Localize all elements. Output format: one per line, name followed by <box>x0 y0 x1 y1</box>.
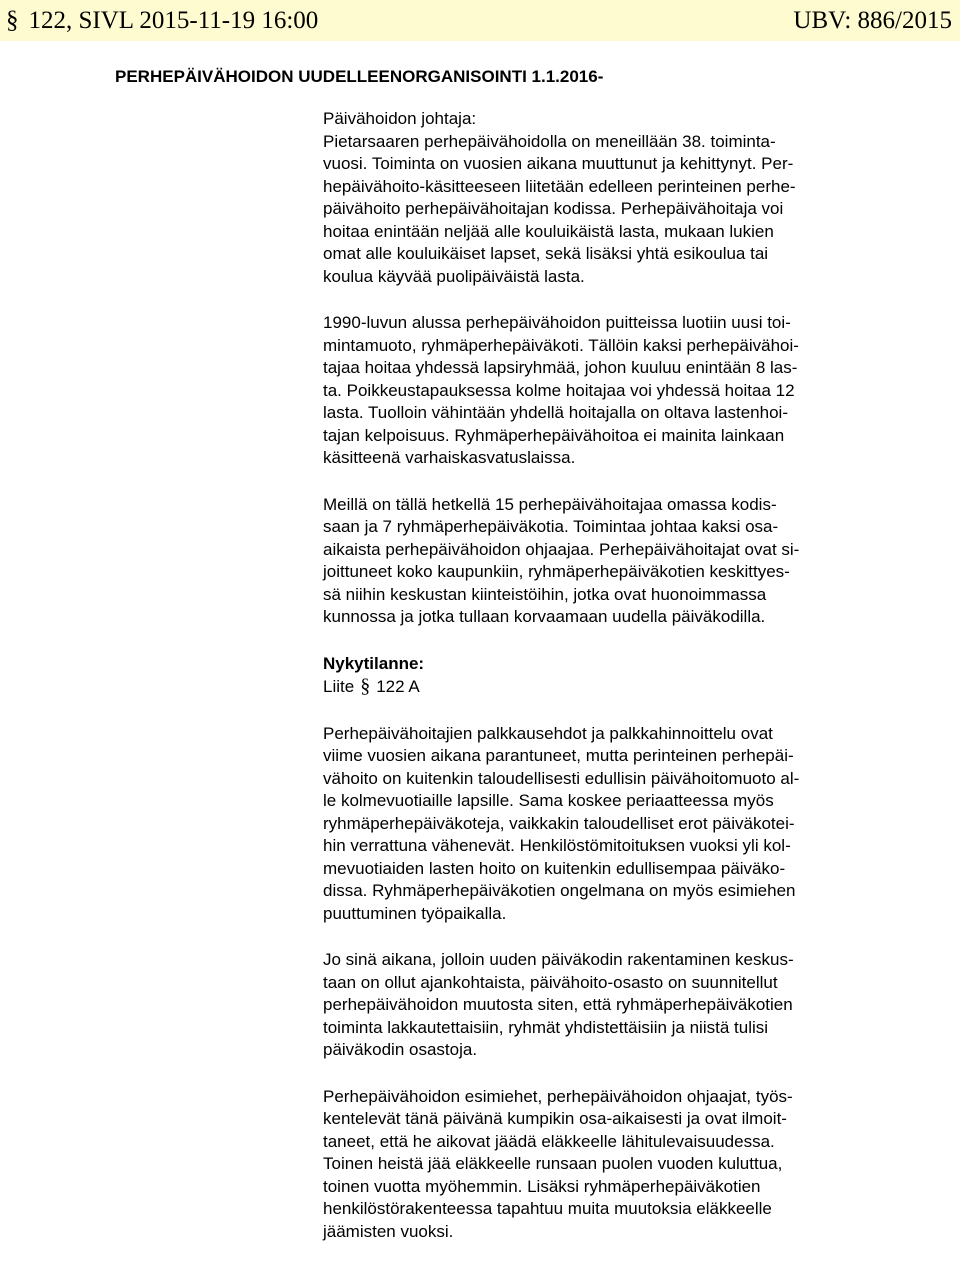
text-line: mintamuoto, ryhmäperhepäiväkoti. Tällöin kaksi perhepäivähoi- <box>323 335 799 355</box>
text-line: aikaista perhepäivähoidon ohjaajaa. Perhepäivähoitajat ovat si- <box>323 539 800 559</box>
text-line: Pietarsaaren perhepäivähoidolla on meneillään 38. toiminta- <box>323 131 776 151</box>
intro-label: Päivähoidon johtaja: <box>323 109 477 128</box>
text-line: kunnossa ja jotka tullaan korvaamaan uudella päiväkodilla. <box>323 607 766 626</box>
text-line: sä niihin keskustan kiinteistöihin, jotka ovat huonoimmassa <box>323 584 767 604</box>
text-line: dissa. Ryhmäperhepäiväkotien ongelmana on myös esimiehen <box>323 881 796 900</box>
text-line: Jo sinä aikana, jolloin uuden päiväkodin rakentaminen keskus- <box>323 950 794 969</box>
meeting-reference-text: 122, SIVL 2015-11-19 16:00 <box>28 7 319 34</box>
text-line: Toinen heistä jää eläkkeelle runsaan puolen vuoden kuluttua, <box>323 1154 783 1173</box>
document-number: UBV: 886/2015 <box>793 7 952 34</box>
text-line: henkilöstörakenteessa tapahtuu muita muutoksia eläkkeelle <box>323 1199 772 1218</box>
text-line: ta. Poikkeustapauksessa kolme hoitajaa voi yhdessä hoitaa 12 <box>323 380 795 400</box>
text-line: mevuotiaiden lasten hoito on kuitenkin edullisempaa päiväko- <box>323 858 786 878</box>
text-line: tajan kelpoisuus. Ryhmäperhepäivähoitoa ei mainita lainkaan <box>323 425 785 445</box>
text-line: Meillä on tällä hetkellä 15 perhepäivähoitajaa omassa kodis- <box>323 494 777 514</box>
attachment-number: 122 A <box>376 677 420 696</box>
text-line: hin verrattuna vähenevät. Henkilöstömitoituksen vuoksi yli kol- <box>323 836 791 855</box>
intro-paragraph <box>323 108 943 288</box>
text-line: päivähoito perhepäivähoitajan kodissa. Perhepäivähoitaja voi <box>323 199 784 218</box>
text-line: vuosi. Toiminta on vuosien aikana muuttunut ja kehittynyt. Per- <box>323 154 794 173</box>
document-title: PERHEPÄIVÄHOIDON UUDELLEENORGANISOINTI 1.1.2016- <box>115 67 604 86</box>
text-line: toinen vuotta myöhemmin. Lisäksi ryhmäperhepäiväkotien <box>323 1176 761 1196</box>
attachment-prefix: Liite <box>323 677 355 696</box>
text-line: Perhepäivähoidon esimiehet, perhepäivähoidon ohjaajat, työs- <box>323 1086 793 1106</box>
text-line: viime vuosien aikana parantuneet, mutta perinteinen perhepäi- <box>323 746 794 765</box>
paragraph-retirements <box>323 1086 943 1244</box>
text-line: kentelevät tänä päivänä kumpikin osa-aikaisesti ja ovat ilmoit- <box>323 1109 787 1128</box>
text-line: lasta. Tuolloin vähintään yhdellä hoitajalla on oltava lastenhoi- <box>323 403 788 422</box>
text-line: taan on ollut ajankohtaista, päivähoito-osasto on suunnitellut <box>323 972 778 992</box>
text-line: hoitaa enintään neljää alle kouluikäistä lasta, mukaan lukien <box>323 221 774 241</box>
text-line: 1990-luvun alussa perhepäivähoidon puitteissa luotiin uusi toi- <box>323 313 791 332</box>
paragraph-current-staff <box>323 494 943 629</box>
section-symbol-icon: § <box>6 7 19 34</box>
text-line: Perhepäivähoitajien palkkausehdot ja palkkahinnoittelu ovat <box>323 723 773 743</box>
text-line: joittuneet koko kaupunkiin, ryhmäperhepäiväkotien keskittyes- <box>323 562 790 581</box>
text-line: käsitteenä varhaiskasvatuslaissa. <box>323 448 576 467</box>
text-line: le kolmevuotiaille lapsille. Sama koskee periaatteessa myös <box>323 791 774 810</box>
text-line: hepäivähoito-käsitteeseen liitetään edelleen perinteinen perhe- <box>323 176 796 196</box>
text-line: puuttuminen työpaikalla. <box>323 903 507 923</box>
paragraph-history <box>323 312 943 470</box>
document-body <box>323 108 943 1267</box>
text-line: päiväkodin osastoja. <box>323 1040 478 1059</box>
section-symbol-icon: § <box>360 675 371 697</box>
text-line: ryhmäperhepäiväkoteja, vaikkakin taloudelliset erot päiväkotei- <box>323 813 795 833</box>
text-line: toiminta lakkautettaisiin, ryhmät yhdistettäisiin ja niistä tulisi <box>323 1017 769 1037</box>
paragraph-costs <box>323 723 943 926</box>
text-line: tajaa hoitaa yhdessä lapsiryhmää, johon kuuluu enintään 8 las- <box>323 358 798 377</box>
text-line: perhepäivähoidon muutosta siten, että ryhmäperhepäiväkotien <box>323 995 793 1014</box>
text-line: saan ja 7 ryhmäperhepäiväkotia. Toimintaa johtaa kaksi osa- <box>323 517 779 536</box>
attachment-reference <box>323 675 943 699</box>
paragraph-planning <box>323 949 943 1062</box>
text-line: koulua käyvää puolipäiväistä lasta. <box>323 266 585 286</box>
text-line: taneet, että he aikovat jäädä eläkkeelle lähitulevaisuudessa. <box>323 1131 775 1151</box>
status-heading: Nykytilanne: <box>323 653 425 673</box>
meeting-reference <box>6 0 318 41</box>
text-line: omat alle kouluikäiset lapset, sekä lisäksi yhtä esikoulua tai <box>323 244 769 263</box>
text-line: jäämisten vuoksi. <box>323 1221 454 1241</box>
header-bar <box>0 0 960 41</box>
text-line: vähoito on kuitenkin taloudellisesti edullisin päivähoitomuoto al- <box>323 768 800 788</box>
status-section <box>323 653 943 699</box>
